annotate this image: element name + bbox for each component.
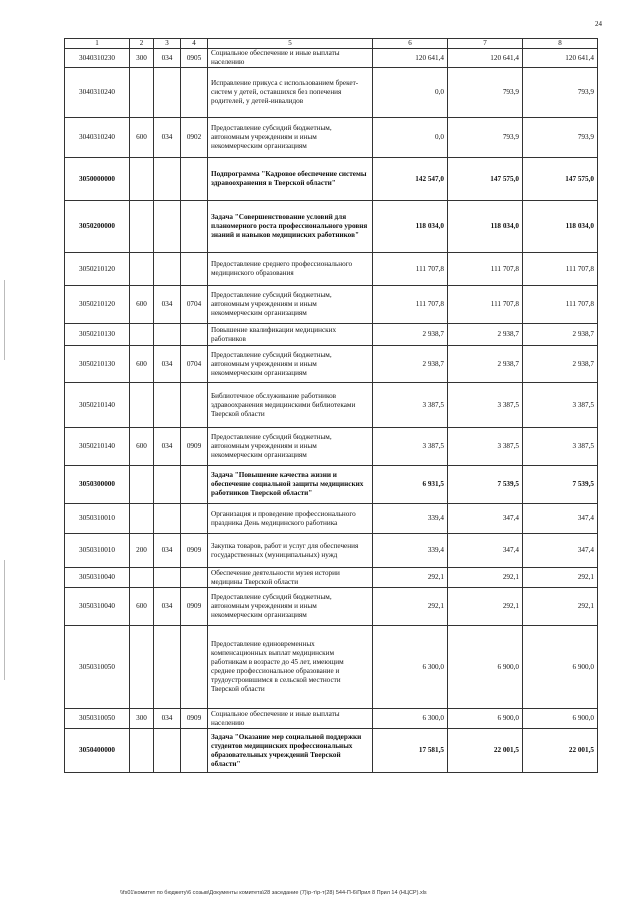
row-type-cell [130,324,154,346]
row-value-2019-cell: 292,1 [448,568,523,588]
row-type-cell: 600 [130,588,154,626]
table-row [65,709,598,729]
row-ministry-cell [154,158,181,201]
row-name-cell: Закупка товаров, работ и услуг для обеспечения государственных (муниципальных) нужд [208,534,373,568]
row-type-cell [130,383,154,428]
row-ministry-cell [154,504,181,534]
row-value-2020-cell: 292,1 [523,568,598,588]
row-name-cell: Социальное обеспечение и иные выплаты населению [208,49,373,68]
row-value-2018-cell: 0,0 [373,68,448,118]
row-code-cell: 3050400000 [65,729,130,773]
row-name-cell: Исправление прикуса с использованием брекет-систем у детей, оставшихся без попечения родителей, у детей-инвалидов [208,68,373,118]
row-value-2020-cell: 111 707,8 [523,253,598,286]
row-value-2020-cell: 2 938,7 [523,346,598,383]
row-value-2018-cell: 17 581,5 [373,729,448,773]
row-value-2019-cell: 7 539,5 [448,466,523,504]
row-ministry-cell [154,466,181,504]
row-code-cell: 3050210140 [65,383,130,428]
row-value-2018-cell: 0,0 [373,118,448,158]
row-type-cell [130,729,154,773]
row-code-cell: 3050310050 [65,626,130,709]
row-code-cell: 3040310230 [65,49,130,68]
row-type-cell: 600 [130,286,154,324]
row-type-cell: 300 [130,49,154,68]
row-type-cell [130,253,154,286]
row-value-2020-cell: 347,4 [523,504,598,534]
row-name-cell: Предоставление среднего профессионального медицинского образования [208,253,373,286]
table-row [65,729,598,773]
row-ministry-cell: 034 [154,286,181,324]
table-row [65,201,598,253]
row-ministry-cell: 034 [154,709,181,729]
row-value-2018-cell: 3 387,5 [373,428,448,466]
row-name-cell: Библиотечное обслуживание работников здравоохранения медицинскими библиотеками Тверской области [208,383,373,428]
header-cell: 5 [208,39,373,49]
row-value-2018-cell: 142 547,0 [373,158,448,201]
row-code-cell: 3050210130 [65,324,130,346]
row-value-2018-cell: 6 300,0 [373,626,448,709]
row-type-cell [130,504,154,534]
row-name-cell: Предоставление субсидий бюджетным, автономным учреждениям и иным некоммерческим организациям [208,286,373,324]
row-section-cell: 0909 [181,588,208,626]
row-name-cell: Организация и проведение профессионального праздника День медицинского работника [208,504,373,534]
row-code-cell: 3050000000 [65,158,130,201]
row-value-2019-cell: 118 034,0 [448,201,523,253]
row-value-2020-cell: 118 034,0 [523,201,598,253]
row-name-cell: Предоставление субсидий бюджетным, автономным учреждениям и иным некоммерческим организациям [208,118,373,158]
row-value-2018-cell: 292,1 [373,568,448,588]
row-value-2019-cell: 347,4 [448,504,523,534]
row-code-cell: 3040310240 [65,68,130,118]
row-value-2018-cell: 111 707,8 [373,286,448,324]
row-type-cell [130,466,154,504]
row-ministry-cell [154,568,181,588]
row-type-cell: 300 [130,709,154,729]
row-value-2020-cell: 3 387,5 [523,383,598,428]
row-section-cell [181,158,208,201]
table-row [65,118,598,158]
row-value-2018-cell: 118 034,0 [373,201,448,253]
table-row [65,534,598,568]
row-value-2020-cell: 22 001,5 [523,729,598,773]
row-code-cell: 3050310010 [65,534,130,568]
row-value-2020-cell: 3 387,5 [523,428,598,466]
row-section-cell: 0909 [181,534,208,568]
row-code-cell: 3050310040 [65,588,130,626]
row-section-cell [181,568,208,588]
row-value-2019-cell: 22 001,5 [448,729,523,773]
row-type-cell [130,626,154,709]
table-row [65,383,598,428]
row-value-2020-cell: 111 707,8 [523,286,598,324]
row-code-cell: 3040310240 [65,118,130,158]
row-name-cell: Обеспечение деятельности музея истории медицины Тверской области [208,568,373,588]
row-ministry-cell [154,729,181,773]
page-number: 24 [595,20,602,28]
table-row [65,626,598,709]
row-section-cell [181,729,208,773]
row-ministry-cell [154,626,181,709]
header-cell: 7 [448,39,523,49]
row-ministry-cell: 034 [154,588,181,626]
row-value-2020-cell: 347,4 [523,534,598,568]
row-value-2019-cell: 120 641,4 [448,49,523,68]
row-name-cell: Предоставление единовременных компенсационных выплат медицинским работникам в возрасте до 45 лет, имеющим среднее профессиональное образование и трудоустроившимся в сельской местности Тверской области [208,626,373,709]
header-cell: 2 [130,39,154,49]
row-code-cell: 3050310010 [65,504,130,534]
row-value-2019-cell: 6 900,0 [448,709,523,729]
row-type-cell [130,158,154,201]
footer-file-path: \\fs01\комитет по бюджету\6 созыв\Документы комитета\28 заседание (7)\р-т\р-т(28) 544-П-6\Прил 8 Прил 14 (НЦСР).xls [120,890,427,896]
row-name-cell: Социальное обеспечение и иные выплаты населению [208,709,373,729]
row-value-2018-cell: 120 641,4 [373,49,448,68]
row-value-2018-cell: 6 931,5 [373,466,448,504]
row-type-cell: 600 [130,346,154,383]
row-section-cell [181,324,208,346]
row-value-2018-cell: 111 707,8 [373,253,448,286]
row-value-2019-cell: 347,4 [448,534,523,568]
row-section-cell: 0704 [181,346,208,383]
table-row [65,466,598,504]
row-value-2019-cell: 793,9 [448,68,523,118]
table-row [65,286,598,324]
row-section-cell [181,383,208,428]
row-value-2018-cell: 2 938,7 [373,324,448,346]
row-code-cell: 3050210140 [65,428,130,466]
row-value-2019-cell: 3 387,5 [448,428,523,466]
row-section-cell [181,201,208,253]
header-cell: 3 [154,39,181,49]
row-value-2020-cell: 292,1 [523,588,598,626]
table-row [65,504,598,534]
table-row [65,253,598,286]
row-type-cell [130,568,154,588]
row-section-cell [181,504,208,534]
row-value-2019-cell: 2 938,7 [448,324,523,346]
row-value-2019-cell: 147 575,0 [448,158,523,201]
row-value-2018-cell: 292,1 [373,588,448,626]
row-value-2020-cell: 793,9 [523,68,598,118]
row-ministry-cell: 034 [154,118,181,158]
row-name-cell: Предоставление субсидий бюджетным, автономным учреждениям и иным некоммерческим организациям [208,428,373,466]
row-type-cell [130,68,154,118]
row-value-2018-cell: 6 300,0 [373,709,448,729]
row-value-2018-cell: 339,4 [373,534,448,568]
table-row [65,428,598,466]
header-cell: 1 [65,39,130,49]
row-value-2019-cell: 6 900,0 [448,626,523,709]
row-value-2018-cell: 2 938,7 [373,346,448,383]
table-header-row [65,39,598,49]
row-ministry-cell [154,68,181,118]
budget-table [64,38,598,773]
row-value-2019-cell: 2 938,7 [448,346,523,383]
row-section-cell [181,626,208,709]
row-code-cell: 3050210120 [65,253,130,286]
header-cell: 4 [181,39,208,49]
row-code-cell: 3050310040 [65,568,130,588]
row-value-2019-cell: 111 707,8 [448,286,523,324]
row-value-2019-cell: 111 707,8 [448,253,523,286]
row-section-cell [181,253,208,286]
row-value-2020-cell: 147 575,0 [523,158,598,201]
row-value-2020-cell: 793,9 [523,118,598,158]
row-ministry-cell [154,201,181,253]
scan-edge-mark [4,560,5,680]
header-cell: 8 [523,39,598,49]
row-value-2018-cell: 339,4 [373,504,448,534]
table-row [65,588,598,626]
row-type-cell: 200 [130,534,154,568]
row-code-cell: 3050210130 [65,346,130,383]
row-section-cell: 0909 [181,428,208,466]
row-name-cell: Повышение квалификации медицинских работников [208,324,373,346]
row-code-cell: 3050310050 [65,709,130,729]
row-name-cell: Задача "Оказание мер социальной поддержки студентов медицинских профессиональных образовательных учреждений Тверской области" [208,729,373,773]
table-row [65,324,598,346]
scan-edge-mark [4,280,5,360]
row-value-2020-cell: 7 539,5 [523,466,598,504]
row-section-cell: 0909 [181,709,208,729]
row-section-cell: 0902 [181,118,208,158]
row-value-2020-cell: 6 900,0 [523,626,598,709]
table-row [65,158,598,201]
row-name-cell: Задача "Повышение качества жизни и обеспечение социальной защиты медицинских работников Тверской области" [208,466,373,504]
row-ministry-cell: 034 [154,49,181,68]
row-code-cell: 3050210120 [65,286,130,324]
row-name-cell: Задача "Совершенствование условий для планомерного роста профессионального уровня знаний и навыков медицинских работников" [208,201,373,253]
row-ministry-cell [154,324,181,346]
row-code-cell: 3050300000 [65,466,130,504]
table-row [65,68,598,118]
row-section-cell: 0704 [181,286,208,324]
row-value-2019-cell: 292,1 [448,588,523,626]
row-type-cell: 600 [130,428,154,466]
row-ministry-cell [154,383,181,428]
row-value-2019-cell: 3 387,5 [448,383,523,428]
row-ministry-cell [154,253,181,286]
row-ministry-cell: 034 [154,346,181,383]
row-type-cell [130,201,154,253]
row-name-cell: Предоставление субсидий бюджетным, автономным учреждениям и иным некоммерческим организациям [208,346,373,383]
table-row [65,346,598,383]
row-value-2019-cell: 793,9 [448,118,523,158]
row-type-cell: 600 [130,118,154,158]
row-value-2020-cell: 2 938,7 [523,324,598,346]
table-row [65,568,598,588]
row-value-2018-cell: 3 387,5 [373,383,448,428]
row-code-cell: 3050200000 [65,201,130,253]
header-cell: 6 [373,39,448,49]
row-section-cell [181,68,208,118]
row-value-2020-cell: 6 900,0 [523,709,598,729]
table-row [65,49,598,68]
row-ministry-cell: 034 [154,428,181,466]
row-ministry-cell: 034 [154,534,181,568]
row-value-2020-cell: 120 641,4 [523,49,598,68]
row-section-cell: 0905 [181,49,208,68]
row-name-cell: Подпрограмма "Кадровое обеспечение системы здравоохранения в Тверской области" [208,158,373,201]
row-section-cell [181,466,208,504]
row-name-cell: Предоставление субсидий бюджетным, автономным учреждениям и иным некоммерческим организациям [208,588,373,626]
